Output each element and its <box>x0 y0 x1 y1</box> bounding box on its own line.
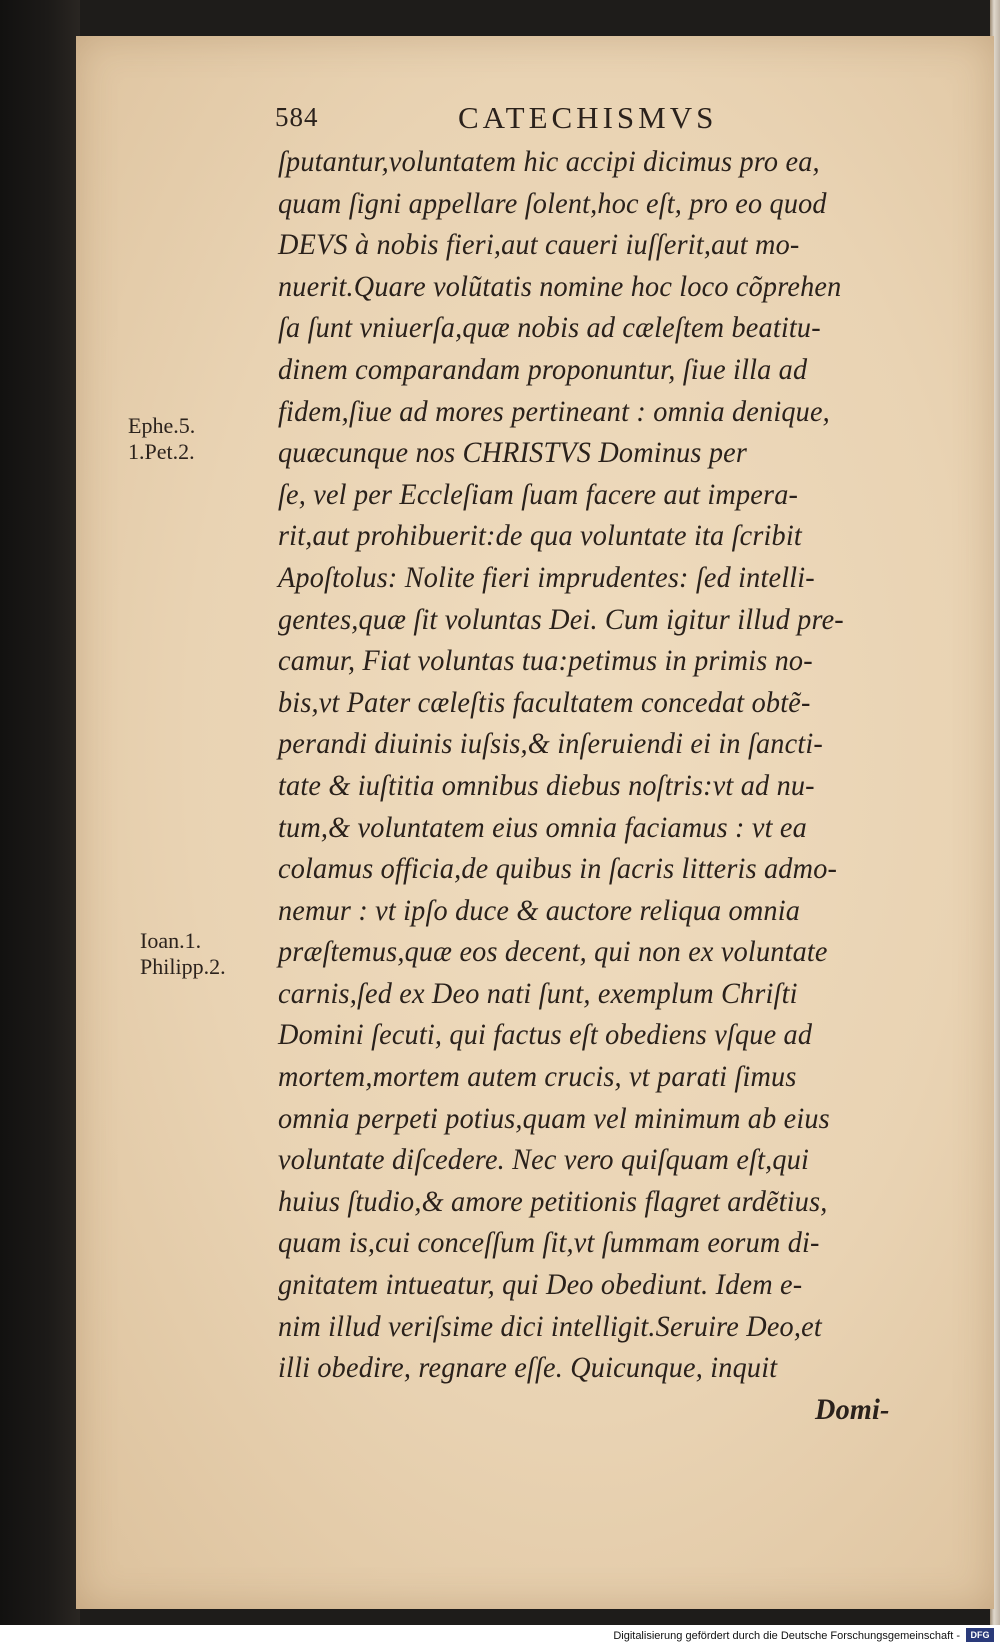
running-head: CATECHISMVS <box>458 100 718 135</box>
text-line: gentes,quæ ſit voluntas Dei. Cum igitur illud pre- <box>278 602 844 636</box>
text-line: rit,aut prohibuerit:de qua voluntate ita ſcribit <box>278 519 802 553</box>
text-line: carnis,ſed ex Deo nati ſunt, exemplum Chriſti <box>278 976 798 1010</box>
text-line: quæcunque nos CHRISTVS Dominus per <box>278 436 748 470</box>
text-line: omnia perpeti potius,quam vel minimum ab eius <box>278 1101 830 1135</box>
text-line: quam is,cui conceſſum ſit,vt ſummam eorum di- <box>278 1226 820 1260</box>
margin-note-line: 1.Pet.2. <box>128 439 195 464</box>
text-line: ſa ſunt vniuerſa,quæ nobis ad cæleſtem beatitu- <box>278 311 821 345</box>
text-line: quam ſigni appellare ſolent,hoc eſt, pro eo quod <box>278 186 827 220</box>
text-line: colamus officia,de quibus in ſacris litteris admo- <box>278 852 838 886</box>
text-line: præſtemus,quæ eos decent, qui non ex voluntate <box>278 935 828 969</box>
footer-bar <box>0 1625 1000 1645</box>
digitization-credit: Digitalisierung gefördert durch die Deutsche Forschungsgemeinschaft - <box>613 1630 960 1642</box>
text-line: DEVS à nobis fieri,aut caueri iuſſerit,aut mo- <box>278 228 800 262</box>
margin-note-line: Ephe.5. <box>128 413 196 438</box>
text-line: ſputantur,voluntatem hic accipi dicimus pro ea, <box>278 145 820 178</box>
body-text <box>278 141 958 1430</box>
text-line: fidem,ſiue ad mores pertineant : omnia denique, <box>278 394 830 428</box>
text-line: camur, Fiat voluntas tua:petimus in primis no- <box>278 644 813 678</box>
text-line: tum,& voluntatem eius omnia faciamus : vt ea <box>278 810 807 844</box>
dfg-logo: DFG <box>966 1628 994 1642</box>
margin-note-john <box>140 928 226 980</box>
catchword: Domi- <box>815 1392 890 1426</box>
text-line: bis,vt Pater cæleſtis facultatem concedat obtẽ- <box>278 685 811 719</box>
text-line: mortem,mortem autem crucis, vt parati ſimus <box>278 1060 797 1094</box>
text-line: ſe, vel per Eccleſiam ſuam facere aut impera- <box>278 477 799 511</box>
text-line: Domini ſecuti, qui factus eſt obediens vſque ad <box>278 1018 813 1052</box>
margin-note-ephesians <box>128 413 195 465</box>
page-number: 584 <box>275 102 319 132</box>
text-line: nuerit.Quare volũtatis nomine hoc loco cõprehen <box>278 269 842 303</box>
text-line: voluntate diſcedere. Nec vero quiſquam eſt,qui <box>278 1143 810 1177</box>
margin-note-line: Ioan.1. <box>140 928 202 953</box>
text-line: huius ſtudio,& amore petitionis flagret ardẽtius, <box>278 1184 828 1218</box>
text-line: tate & iuſtitia omnibus diebus noſtris:vt ad nu- <box>278 768 815 802</box>
margin-note-line: Philipp.2. <box>140 954 226 979</box>
text-line: dinem comparandam proponuntur, ſiue illa ad <box>278 352 808 386</box>
text-line: Apoſtolus: Nolite fieri imprudentes: ſed intelli- <box>278 560 815 594</box>
text-line: nemur : vt ipſo duce & auctore reliqua omnia <box>278 893 801 927</box>
text-line: illi obedire, regnare eſſe. Quicunque, inquit <box>278 1351 778 1385</box>
page-header <box>275 94 925 134</box>
text-line: nim illud veriſsime dici intelligit.Seruire Deo,et <box>278 1309 822 1343</box>
text-line: perandi diuinis iuſsis,& inſeruiendi ei in ſancti- <box>278 727 823 761</box>
text-line: gnitatem intueatur, qui Deo obediunt. Idem e- <box>278 1268 803 1302</box>
book-binding <box>0 0 80 1625</box>
